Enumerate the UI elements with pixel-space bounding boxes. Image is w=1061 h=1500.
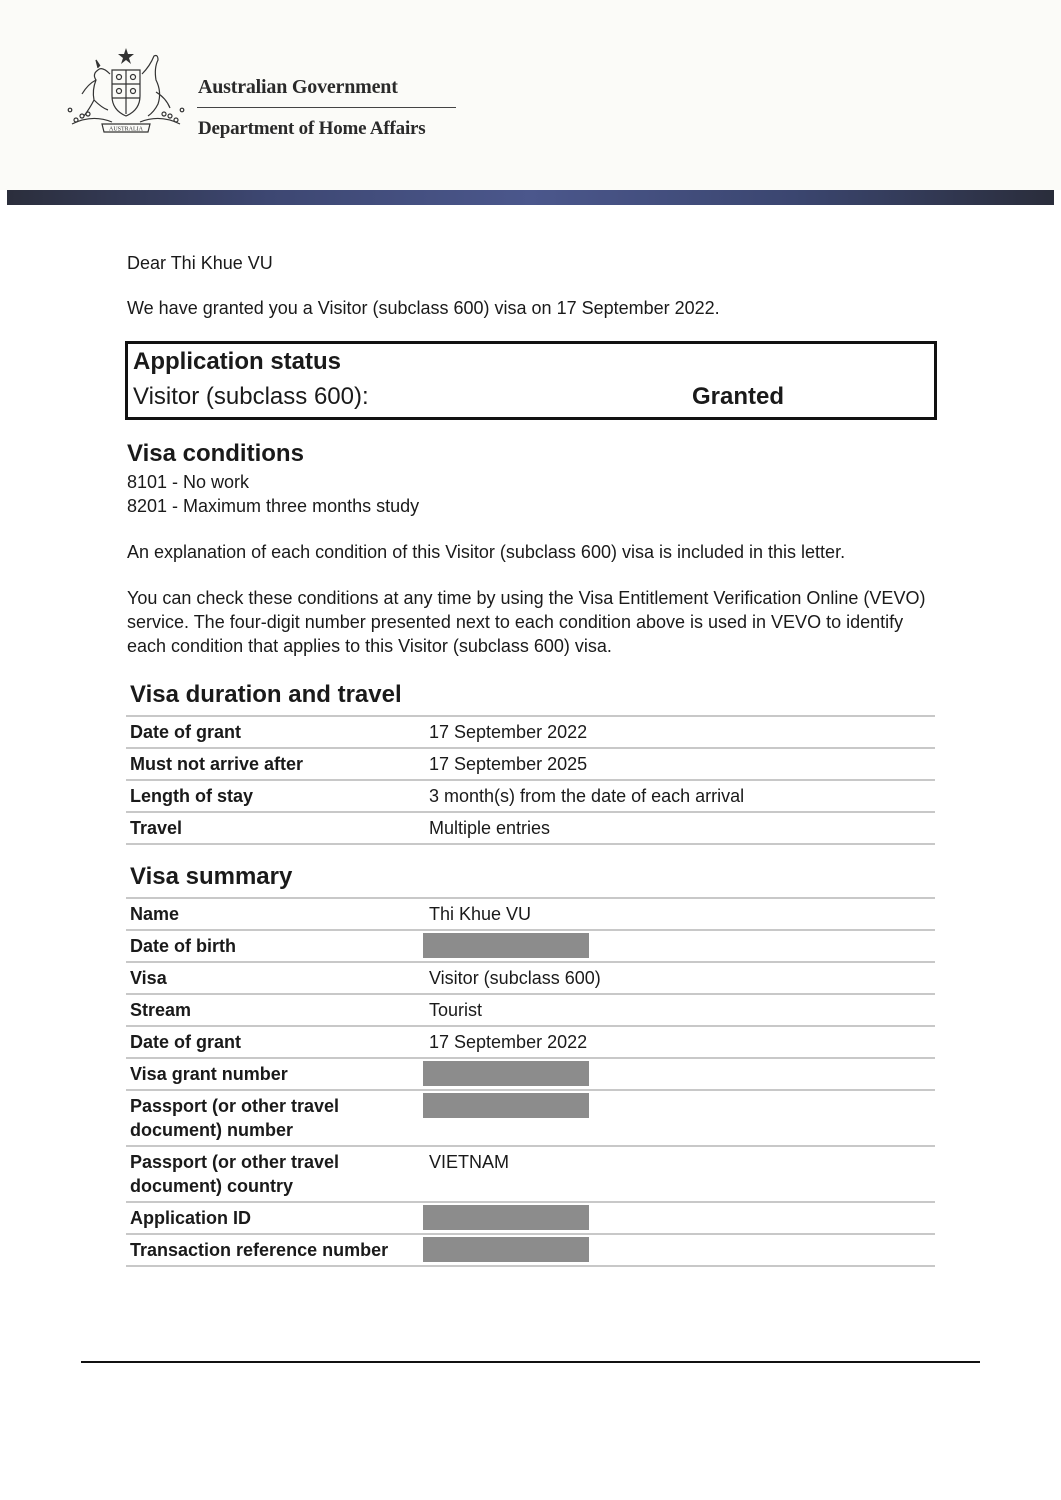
redaction-block (423, 1093, 589, 1118)
grant-statement: We have granted you a Visitor (subclass 600) visa on 17 September 2022. (127, 298, 720, 318)
table-row (126, 898, 935, 930)
table-row (126, 1234, 935, 1266)
conditions-explanation: An explanation of each condition of this Visitor (subclass 600) visa is included in this letter. (127, 542, 846, 562)
crest-ribbon-text: AUSTRALIA (109, 126, 143, 133)
row-value: 17 September 2022 (425, 1026, 935, 1058)
row-value: 3 month(s) from the date of each arrival (425, 780, 935, 812)
table-row (126, 1058, 935, 1090)
row-label: Length of stay (126, 780, 425, 812)
summary-table (126, 897, 935, 1267)
table-row (126, 1202, 935, 1234)
redaction-block (423, 1061, 589, 1086)
row-value: Multiple entries (425, 812, 935, 844)
table-row (126, 930, 935, 962)
table-row (126, 748, 935, 780)
table-row (126, 1146, 935, 1202)
redaction-block (423, 1205, 589, 1230)
letterhead-divider (197, 107, 456, 108)
row-label: Name (126, 898, 425, 930)
row-label: Must not arrive after (126, 748, 425, 780)
row-label: Visa grant number (126, 1058, 425, 1090)
row-label: Stream (126, 994, 425, 1026)
table-row (126, 780, 935, 812)
row-value: 17 September 2025 (425, 748, 935, 780)
application-status-box (125, 341, 937, 420)
row-value-redacted (425, 1234, 935, 1266)
commonwealth-coat-of-arms-icon (62, 44, 190, 140)
row-value-redacted (425, 1202, 935, 1234)
row-label: Application ID (126, 1202, 425, 1234)
row-value: Tourist (425, 994, 935, 1026)
row-label: Date of grant (126, 716, 425, 748)
row-label: Visa (126, 962, 425, 994)
row-value: Thi Khue VU (425, 898, 935, 930)
header-banner-bar (7, 190, 1054, 205)
summary-heading: Visa summary (130, 863, 293, 890)
table-row (126, 962, 935, 994)
conditions-list (127, 470, 419, 518)
row-label: Passport (or other travel document) number (126, 1090, 425, 1146)
status-value: Granted (692, 383, 785, 410)
status-title: Application status (133, 348, 342, 375)
department-name: Department of Home Affairs (198, 118, 426, 139)
row-label: Travel (126, 812, 425, 844)
greeting: Dear Thi Khue VU (127, 253, 273, 273)
conditions-heading: Visa conditions (127, 440, 304, 467)
duration-heading: Visa duration and travel (130, 681, 402, 708)
row-value: 17 September 2022 (425, 716, 935, 748)
row-value: VIETNAM (425, 1146, 935, 1202)
table-row (126, 1090, 935, 1146)
row-value: Visitor (subclass 600) (425, 962, 935, 994)
row-label: Transaction reference number (126, 1234, 425, 1266)
redaction-block (423, 933, 589, 958)
footer-divider (81, 1361, 980, 1363)
row-label: Date of grant (126, 1026, 425, 1058)
row-label: Date of birth (126, 930, 425, 962)
duration-table (126, 715, 935, 845)
status-visa-label: Visitor (subclass 600): (133, 383, 369, 410)
table-row (126, 716, 935, 748)
table-row (126, 994, 935, 1026)
government-name: Australian Government (198, 76, 398, 98)
condition-item: 8101 - No work (127, 472, 250, 492)
row-label: Passport (or other travel document) country (126, 1146, 425, 1202)
row-value-redacted (425, 1090, 935, 1146)
redaction-block (423, 1237, 589, 1262)
condition-item: 8201 - Maximum three months study (127, 496, 420, 516)
row-value-redacted (425, 930, 935, 962)
vevo-check-text: You can check these conditions at any time by using the Visa Entitlement Verification Online (VEVO) service. The four-digit number presented next to each condition above is used in VEVO to identify each condition that applies to this Visitor (subclass 600) visa. (127, 588, 926, 656)
table-row (126, 812, 935, 844)
row-value-redacted (425, 1058, 935, 1090)
table-row (126, 1026, 935, 1058)
